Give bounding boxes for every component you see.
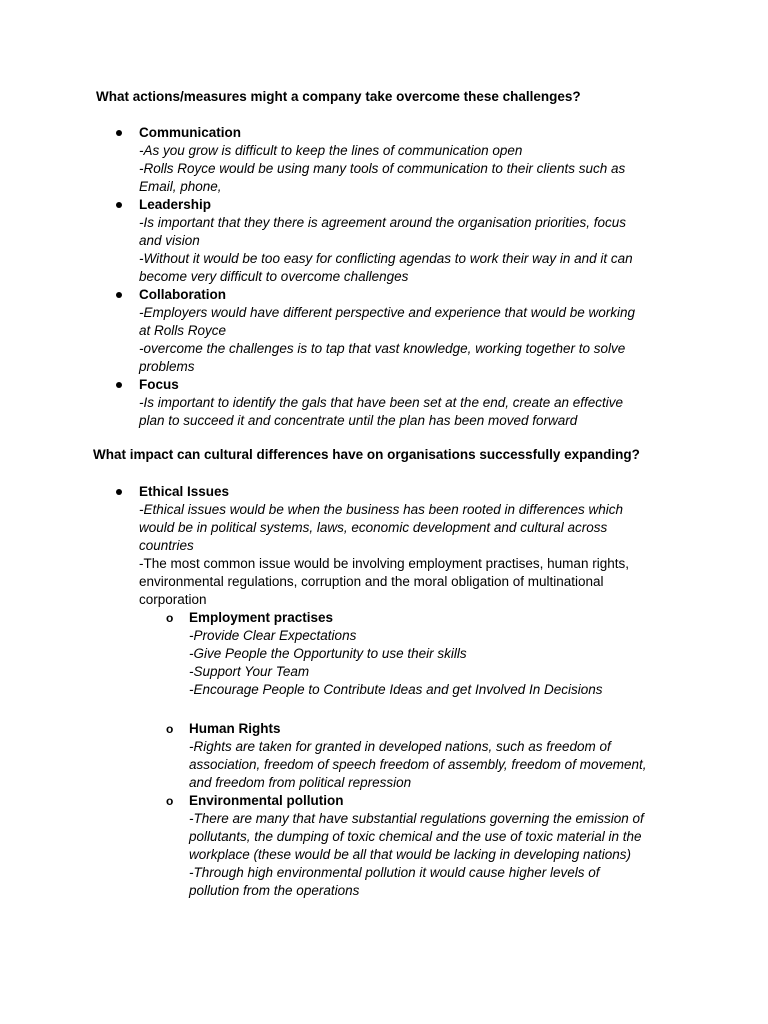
item-text: countries (139, 538, 194, 553)
item-text: -As you grow is difficult to keep the lines of communication open (139, 143, 523, 158)
list-item-leadership (114, 196, 674, 286)
item-text: -Employers would have different perspective and experience that would be working (139, 305, 636, 320)
item-text: become very difficult to overcome challenges (139, 269, 409, 284)
subitem-text: workplace (these would be all that would be lacking in developing nations) (189, 847, 632, 862)
subitem-human-rights (164, 720, 674, 792)
subitem-text: association, freedom of speech freedom of assembly, freedom of movement, (189, 757, 647, 772)
item-text: -Ethical issues would be when the business has been rooted in differences which (139, 502, 624, 517)
list-item-focus (114, 376, 674, 430)
subitem-text: -Support Your Team (189, 664, 310, 679)
item-title: Communication (139, 125, 242, 140)
item-text: and vision (139, 233, 200, 248)
item-text: -Rolls Royce would be using many tools of communication to their clients such as (139, 161, 626, 176)
subitem-title: Environmental pollution (189, 793, 344, 808)
item-text: -Is important to identify the gals that have been set at the end, create an effective (139, 395, 624, 410)
circle-bullet-icon: o (166, 722, 174, 736)
subitem-text: pollutants, the dumping of toxic chemical and the use of toxic material in the (189, 829, 642, 844)
item-text: at Rolls Royce (139, 323, 227, 338)
item-text: would be in political systems, laws, economic development and cultural across (139, 520, 608, 535)
subitem-employment-practises (164, 609, 674, 699)
circle-bullet-icon: o (166, 611, 174, 625)
subitem-text: -There are many that have substantial regulations governing the emission of (189, 811, 644, 826)
item-text: -The most common issue would be involving employment practises, human rights, (139, 556, 629, 571)
item-title: Ethical Issues (139, 484, 230, 499)
item-title: Leadership (139, 197, 212, 212)
subitem-text: -Rights are taken for granted in developed nations, such as freedom of (189, 739, 611, 754)
item-text: Email, phone, (139, 179, 222, 194)
actions-list (114, 124, 674, 430)
spacer (164, 699, 674, 720)
item-text: environmental regulations, corruption and the moral obligation of multinational (139, 574, 604, 589)
section-heading-cultural-differences: What impact can cultural differences have on organisations successfully expanding? (93, 447, 640, 462)
subitem-text: -Encourage People to Contribute Ideas and get Involved In Decisions (189, 682, 603, 697)
subitem-text: pollution from the operations (189, 883, 360, 898)
list-item-collaboration (114, 286, 674, 376)
subitem-title: Human Rights (189, 721, 281, 736)
item-text: problems (139, 359, 195, 374)
circle-bullet-icon: o (166, 794, 174, 808)
item-text: corporation (139, 592, 207, 607)
subitem-text: -Provide Clear Expectations (189, 628, 357, 643)
cultural-list (114, 483, 674, 900)
subitem-text: and freedom from political repression (189, 775, 412, 790)
item-text: -Is important that they there is agreement around the organisation priorities, focus (139, 215, 627, 230)
list-item-ethical-issues (114, 483, 674, 900)
item-title: Collaboration (139, 287, 226, 302)
item-text: -Without it would be too easy for conflicting agendas to work their way in and it can (139, 251, 633, 266)
list-item-communication (114, 124, 674, 196)
subitem-title: Employment practises (189, 610, 334, 625)
subitem-text: -Through high environmental pollution it would cause higher levels of (189, 865, 600, 880)
subitem-text: -Give People the Opportunity to use their skills (189, 646, 467, 661)
item-text: plan to succeed it and concentrate until the plan has been moved forward (139, 413, 578, 428)
item-title: Focus (139, 377, 179, 392)
section-heading-actions: What actions/measures might a company take overcome these challenges? (96, 89, 581, 104)
subitem-environmental-pollution (164, 792, 674, 900)
item-text: -overcome the challenges is to tap that vast knowledge, working together to solve (139, 341, 626, 356)
ethical-subitems-list (164, 609, 674, 900)
